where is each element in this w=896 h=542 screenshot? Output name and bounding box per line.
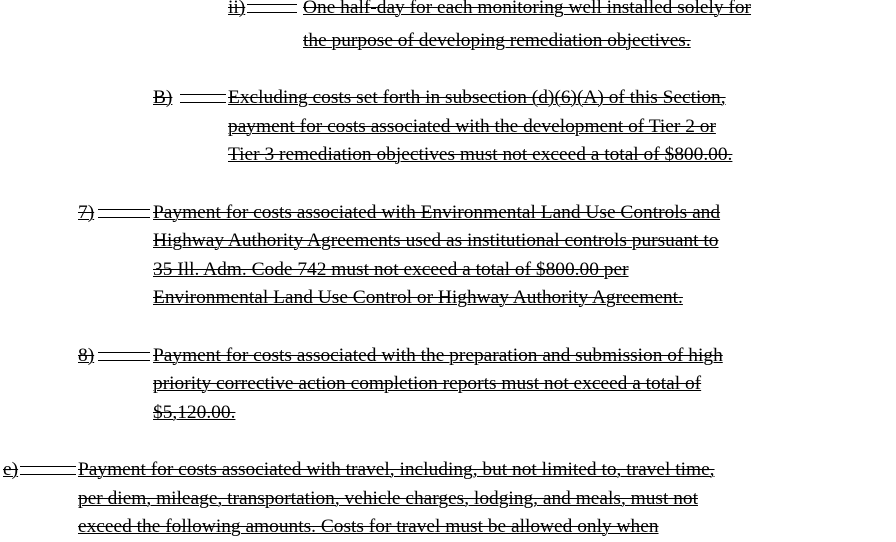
item-e-line-1: Payment for costs associated with travel, including, but not limited to, travel time, xyxy=(78,459,715,480)
item-8-line-3: $5,120.00. xyxy=(153,402,236,423)
item-7-label: 7) xyxy=(78,199,150,228)
item-ii-label: ii) xyxy=(228,0,297,23)
item-8-line-2: priority corrective action completion reports must not exceed a total of xyxy=(153,373,702,394)
item-B-line-1: Excluding costs set forth in subsection (d)(6)(A) of this Section, xyxy=(228,87,726,108)
item-7-line-4: Environmental Land Use Control or Highway Authority Agreement. xyxy=(153,287,683,308)
item-7-line-2: Highway Authority Agreements used as institutional controls pursuant to xyxy=(153,230,719,251)
item-ii-line-2: the purpose of developing remediation objectives. xyxy=(303,30,691,51)
item-7-line-1: Payment for costs associated with Environmental Land Use Controls and xyxy=(153,202,721,223)
item-B-line-3: Tier 3 remediation objectives must not exceed a total of $800.00. xyxy=(228,144,733,165)
item-B-label: B) xyxy=(153,84,226,113)
item-8-label: 8) xyxy=(78,342,150,371)
item-ii-line-1: One half-day for each monitoring well installed solely for xyxy=(303,0,752,18)
item-7-line-3: 35 Ill. Adm. Code 742 must not exceed a total of $800.00 per xyxy=(153,259,629,280)
item-e-line-2: per diem, mileage, transportation, vehicle charges, lodging, and meals, must not xyxy=(78,488,698,509)
item-B-line-2: payment for costs associated with the development of Tier 2 or xyxy=(228,116,716,137)
item-e-line-3: exceed the following amounts. Costs for travel must be allowed only when xyxy=(78,516,659,537)
item-e-label: e) xyxy=(3,456,76,485)
item-8-line-1: Payment for costs associated with the preparation and submission of high xyxy=(153,345,723,366)
